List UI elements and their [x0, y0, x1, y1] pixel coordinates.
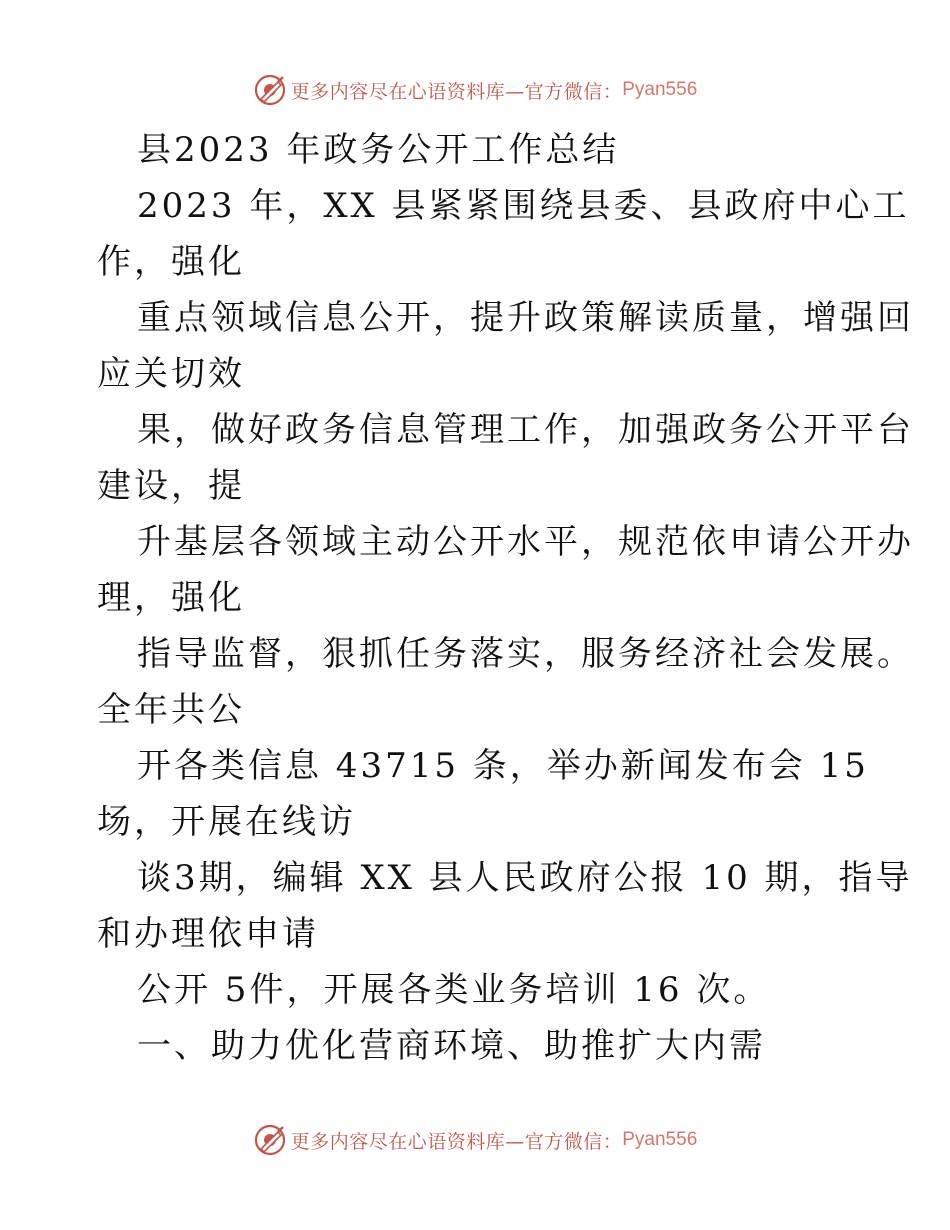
paragraph-line: 2023 年，XX 县紧紧围绕县委、县政府中心工	[137, 186, 910, 226]
paragraph-line: 公开 5件，开展各类业务培训 16 次。	[137, 970, 771, 1010]
paragraph-line: 场，开展在线访	[97, 802, 356, 842]
paragraph-line: 和办理依申请	[97, 914, 319, 954]
document-title: 县2023 年政务公开工作总结	[137, 130, 620, 170]
paragraph-line: 谈3期，编辑 XX 县人民政府公报 10 期，指导	[137, 858, 913, 898]
paragraph-line: 建设，提	[97, 466, 245, 506]
paragraph-line: 理，强化	[97, 578, 245, 618]
watermark-text: 更多内容尽在心语资料库—官方微信：	[290, 80, 623, 103]
document-body	[97, 122, 914, 1074]
paragraph-line: 开各类信息 43715 条，举办新闻发布会 15	[137, 746, 869, 786]
quill-pen-logo-icon	[253, 73, 287, 107]
paragraph-line: 作，强化	[97, 242, 245, 282]
quill-pen-logo-icon	[253, 1123, 287, 1157]
paragraph-line: 重点领域信息公开，提升政策解读质量，增强回	[137, 298, 914, 338]
watermark-text: 更多内容尽在心语资料库—官方微信：	[290, 1130, 623, 1153]
paragraph-line: 升基层各领域主动公开水平，规范依申请公开办	[137, 522, 914, 562]
paragraph-line: 指导监督，狠抓任务落实，服务经济社会发展。	[137, 634, 914, 674]
header-watermark	[0, 70, 950, 110]
section-heading: 一、助力优化营商环境、助推扩大内需	[137, 1026, 766, 1066]
paragraph-line: 全年共公	[97, 690, 245, 730]
footer-watermark	[0, 1120, 950, 1160]
watermark-account: Pyan556	[622, 79, 698, 100]
watermark-account: Pyan556	[622, 1129, 698, 1150]
paragraph-line: 果，做好政务信息管理工作，加强政务公开平台	[137, 410, 914, 450]
paragraph-line: 应关切效	[97, 354, 245, 394]
